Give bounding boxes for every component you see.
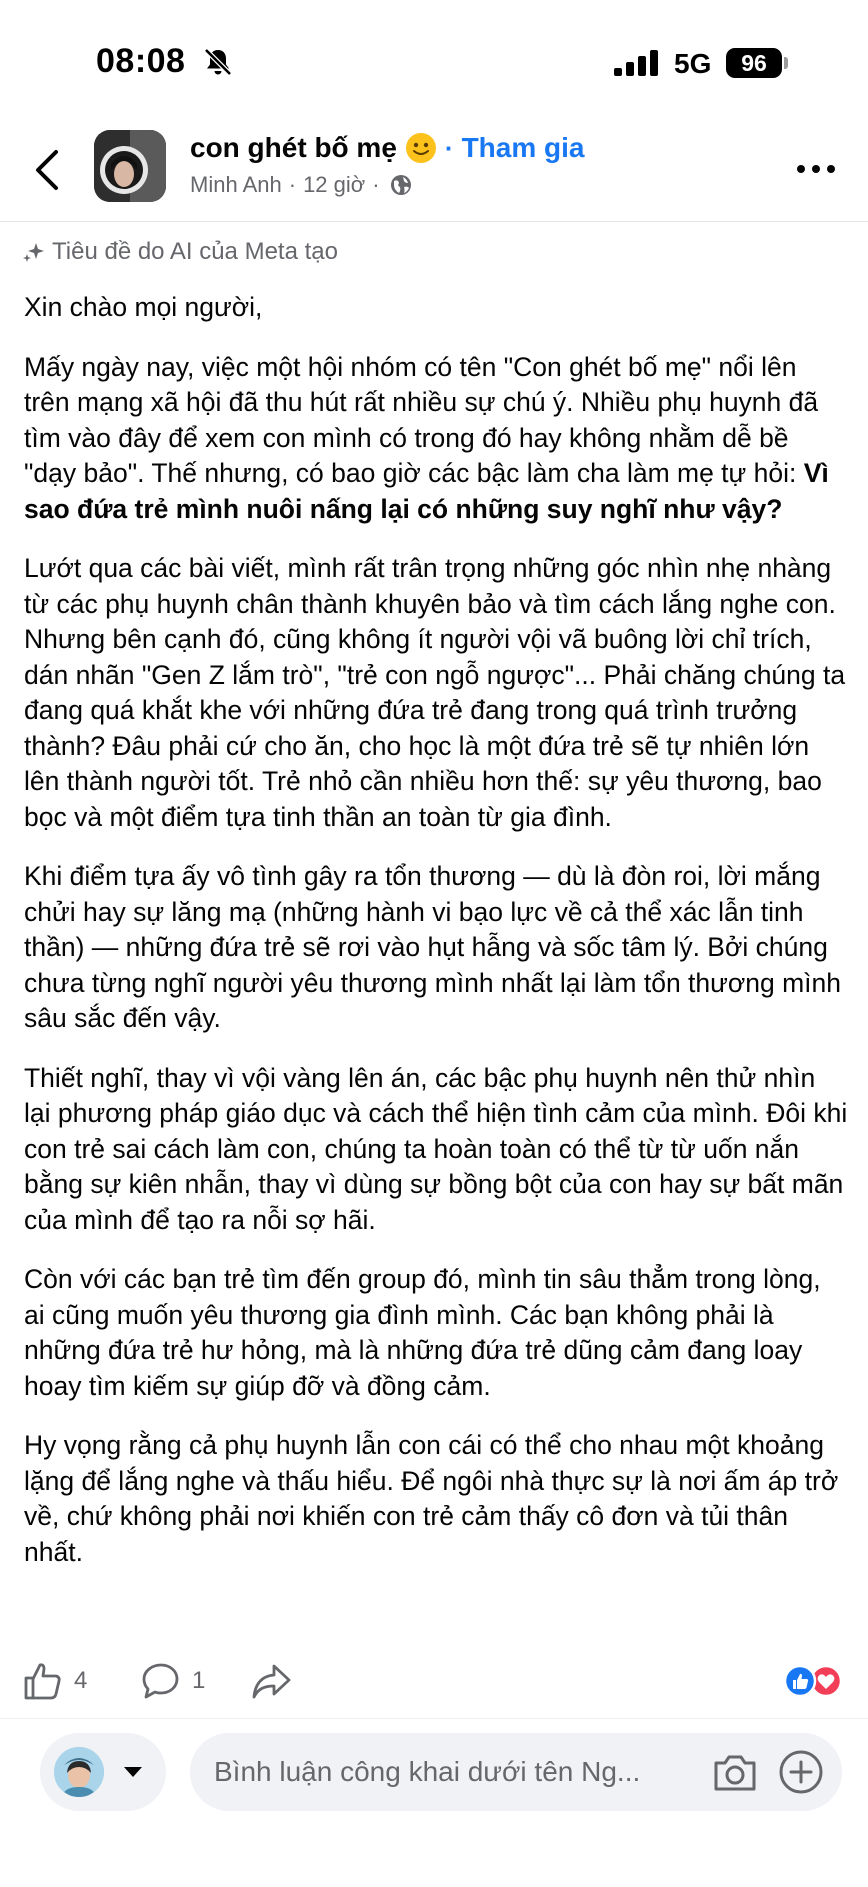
battery-cap [784,57,788,69]
comment-bar [0,1718,868,1887]
ai-title-note [22,238,338,266]
caret-down-icon [122,1765,144,1779]
paragraph [24,1061,848,1239]
meta-separator: · [288,172,297,197]
back-arrow-icon [34,148,60,192]
comment-button[interactable] [140,1660,205,1702]
network-label: 5G [674,48,712,79]
reaction-icons [782,1664,844,1698]
post-header [0,118,868,222]
post-meta [190,172,413,198]
paragraph [24,1262,848,1404]
group-avatar[interactable] [94,130,166,202]
paragraph [24,551,848,835]
camera-icon[interactable] [712,1751,758,1793]
signal-bars-icon [614,50,660,78]
plus-circle-icon[interactable] [778,1749,824,1795]
ai-title-text: Tiêu đề do AI của Meta tạo [52,238,338,265]
like-button[interactable] [22,1660,87,1702]
status-bar [0,0,868,118]
user-avatar-image [54,1747,104,1797]
profile-switcher[interactable] [40,1733,166,1811]
comment-bubble-icon [140,1660,182,1702]
more-options-icon [796,164,836,174]
scrolled-title-remnant [22,222,182,228]
battery-indicator [726,48,782,78]
paragraph-text: Xin chào mọi người, [24,292,263,322]
like-thumb-icon [22,1660,64,1702]
comment-placeholder: Bình luận công khai dưới tên Ng... [214,1756,641,1787]
mute-bell-icon [202,46,234,78]
battery-level: 96 [741,50,767,76]
more-options-button[interactable] [794,154,838,184]
paragraph-bold-text: Vì sao đứa trẻ mình nuôi nấng lại có những suy nghĩ như vậy? [24,458,829,524]
paragraph-text: Mấy ngày nay, việc một hội nhóm có tên "Con ghét bố mẹ" nổi lên trên mạng xã hội đã thu hút rất nhiều sự chú ý. Nhiều phụ huynh đã tìm vào đây để xem con mình có trong đó hay không nhằm dễ bề "dạy bảo". Thế nhưng, có bao giờ các bậc làm cha làm mẹ tự hỏi: [24,351,819,488]
group-name[interactable]: con ghét bố mẹ [190,132,397,163]
comment-count: 1 [192,1667,206,1694]
meta-separator: · [372,172,380,197]
paragraph-text: Hy vọng rằng cả phụ huynh lẫn con cái có thể cho nhau một khoảng lặng để lắng nghe và thấu hiểu. Để ngôi nhà thực sự là nơi ấm áp trở về, chứ không phải nơi khiến con trẻ cảm thấy cô đơn và tủi thân nhất. [24,1430,839,1567]
paragraph-text: Khi điểm tựa ấy vô tình gây ra tổn thương — dù là đòn roi, lời mắng chửi hay sự lăng mạ (những hành vi bạo lực về cả thể xác lẫn tinh thần) — những đứa trẻ sẽ rơi vào hụt hẫng và sốc tâm lý. Bởi chúng chưa từng nghĩ người yêu thương mình nhất lại làm tổn thương mình sâu sắc đến vậy. [24,861,842,1033]
status-time: 08:08 [96,42,186,80]
user-avatar [54,1747,104,1797]
ai-sparkle-icon [22,240,46,264]
paragraph [24,290,848,326]
reaction-summary[interactable] [782,1664,844,1698]
paragraph-text: Lướt qua các bài viết, mình rất trân trọng những góc nhìn nhẹ nhàng từ các phụ huynh chân thành khuyên bảo và tìm cách lắng nghe con. Nhưng bên cạnh đó, cũng không ít người vội vã buông lời chỉ trích, dán nhãn "Gen Z lắm trò", "trẻ con ngỗ ngược"... Phải chăng chúng ta đang quá khắt khe với những đứa trẻ đang trong quá trình trưởng thành? Đâu phải cứ cho ăn, cho học là một đứa trẻ sẽ tự nhiên lớn lên thành người tốt. Trẻ nhỏ cần nhiều hơn thế: sự yêu thương, bao bọc và một điểm tựa tinh thần an toàn từ gia đình. [24,553,846,832]
globe-icon [389,173,413,197]
post-actions [0,1652,868,1708]
comment-input[interactable] [190,1733,842,1811]
back-button[interactable] [24,142,70,198]
author-name[interactable]: Minh Anh [190,172,282,197]
join-group-link[interactable]: Tham gia [461,132,585,163]
group-title-row [190,132,585,164]
paragraph-text: Thiết nghĩ, thay vì vội vàng lên án, các bậc phụ huynh nên thử nhìn lại phương pháp giáo dục và cách thể hiện tình cảm của mình. Đôi khi con trẻ sai cách làm con, chúng ta hoàn toàn có thể từ từ uốn nắn bằng sự kiên nhẫn, thay vì dùng sự bồng bột của con hay sự bất mãn của mình để tạo ra nỗi sợ hãi. [24,1062,848,1235]
share-arrow-icon [250,1660,292,1702]
share-button[interactable] [250,1660,302,1702]
paragraph [24,1428,848,1570]
paragraph-text: Còn với các bạn trẻ tìm đến group đó, mình tin sâu thẳm trong lòng, ai cũng muốn yêu thương gia đình mình. Các bạn không phải là những đứa trẻ hư hỏng, mà là những đứa trẻ dũng cảm đang loay hoay tìm kiếm sự giúp đỡ và đồng cảm. [24,1264,821,1401]
slightly-smiling-face-emoji [405,132,437,164]
title-separator: · [444,132,454,163]
post-body [24,290,848,1594]
paragraph [24,859,848,1037]
paragraph [24,350,848,528]
post-time[interactable]: 12 giờ [303,172,366,197]
group-avatar-image [94,130,166,202]
like-count: 4 [74,1667,88,1694]
